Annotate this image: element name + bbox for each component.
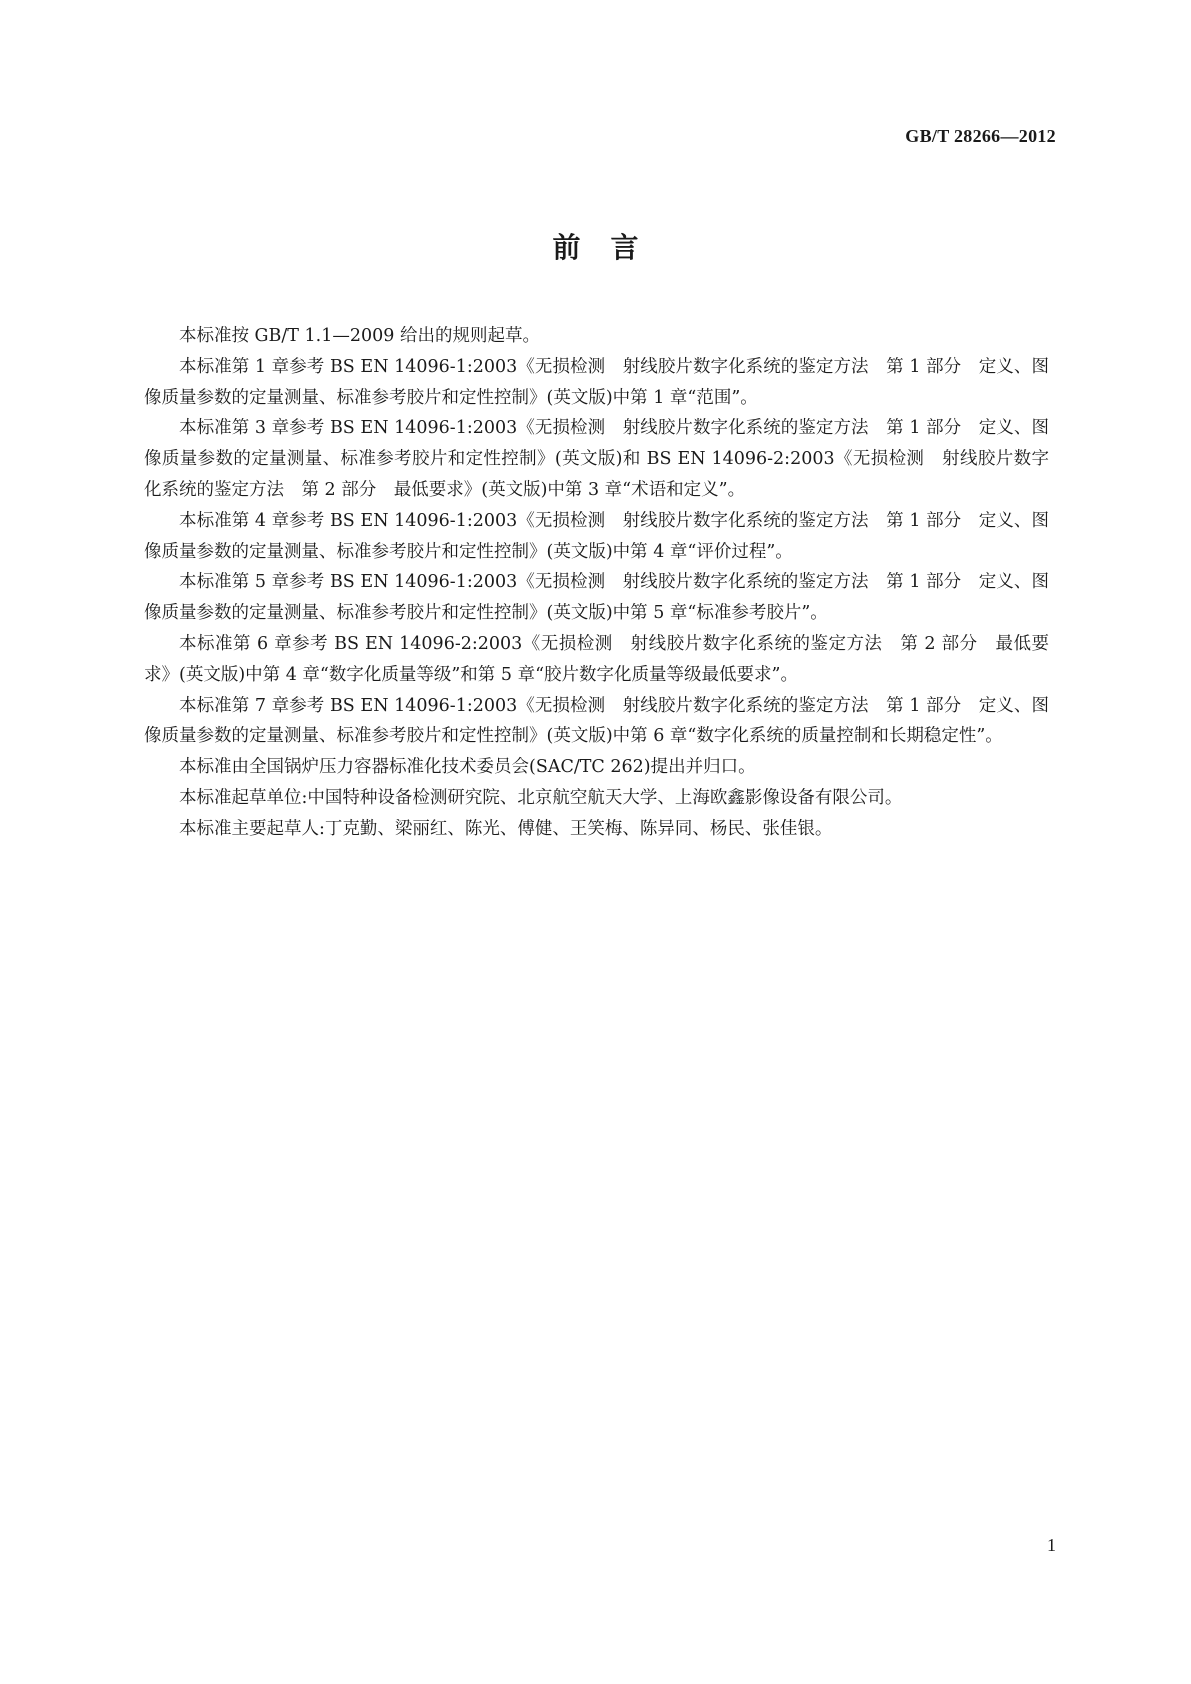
paragraph: 本标准第 7 章参考 BS EN 14096-1:2003《无损检测 射线胶片数字化系统的鉴定方法 第 1 部分 定义、图像质量参数的定量测量、标准参考胶片和定性控制》(英文版)中第 6 章“数字化系统的质量控制和长期稳定性”。 (144, 695, 1049, 747)
paragraph: 本标准主要起草人:丁克勤、梁丽红、陈光、傅健、王笑梅、陈异同、杨民、张佳银。 (179, 818, 833, 839)
paragraph: 本标准第 3 章参考 BS EN 14096-1:2003《无损检测 射线胶片数字化系统的鉴定方法 第 1 部分 定义、图像质量参数的定量测量、标准参考胶片和定性控制》(英文版)和 BS EN 14096-2:2003《无损检测 射线胶片数字化系统的鉴定方法 第 2 部分 最低要求》(英文版)中第 3 章“术语和定义”。 (144, 418, 1049, 500)
paragraph: 本标准由全国锅炉压力容器标准化技术委员会(SAC/TC 262)提出并归口。 (179, 757, 756, 778)
paragraph: 本标准第 5 章参考 BS EN 14096-1:2003《无损检测 射线胶片数字化系统的鉴定方法 第 1 部分 定义、图像质量参数的定量测量、标准参考胶片和定性控制》(英文版)中第 5 章“标准参考胶片”。 (144, 572, 1049, 624)
standard-code: GB/T 28266—2012 (905, 126, 1056, 146)
paragraph: 本标准起草单位:中国特种设备检测研究院、北京航空航天大学、上海欧鑫影像设备有限公司。 (179, 787, 903, 808)
page-number: 1 (1047, 1535, 1056, 1555)
foreword-body (144, 321, 1049, 845)
page-title: 前言 (552, 231, 669, 264)
paragraph: 本标准第 4 章参考 BS EN 14096-1:2003《无损检测 射线胶片数字化系统的鉴定方法 第 1 部分 定义、图像质量参数的定量测量、标准参考胶片和定性控制》(英文版)中第 4 章“评价过程”。 (144, 510, 1049, 562)
paragraph: 本标准第 1 章参考 BS EN 14096-1:2003《无损检测 射线胶片数字化系统的鉴定方法 第 1 部分 定义、图像质量参数的定量测量、标准参考胶片和定性控制》(英文版)中第 1 章“范围”。 (144, 356, 1049, 408)
paragraph: 本标准按 GB/T 1.1—2009 给出的规则起草。 (179, 326, 540, 346)
paragraph: 本标准第 6 章参考 BS EN 14096-2:2003《无损检测 射线胶片数字化系统的鉴定方法 第 2 部分 最低要求》(英文版)中第 4 章“数字化质量等级”和第 5 章“胶片数字化质量等级最低要求”。 (144, 633, 1049, 685)
